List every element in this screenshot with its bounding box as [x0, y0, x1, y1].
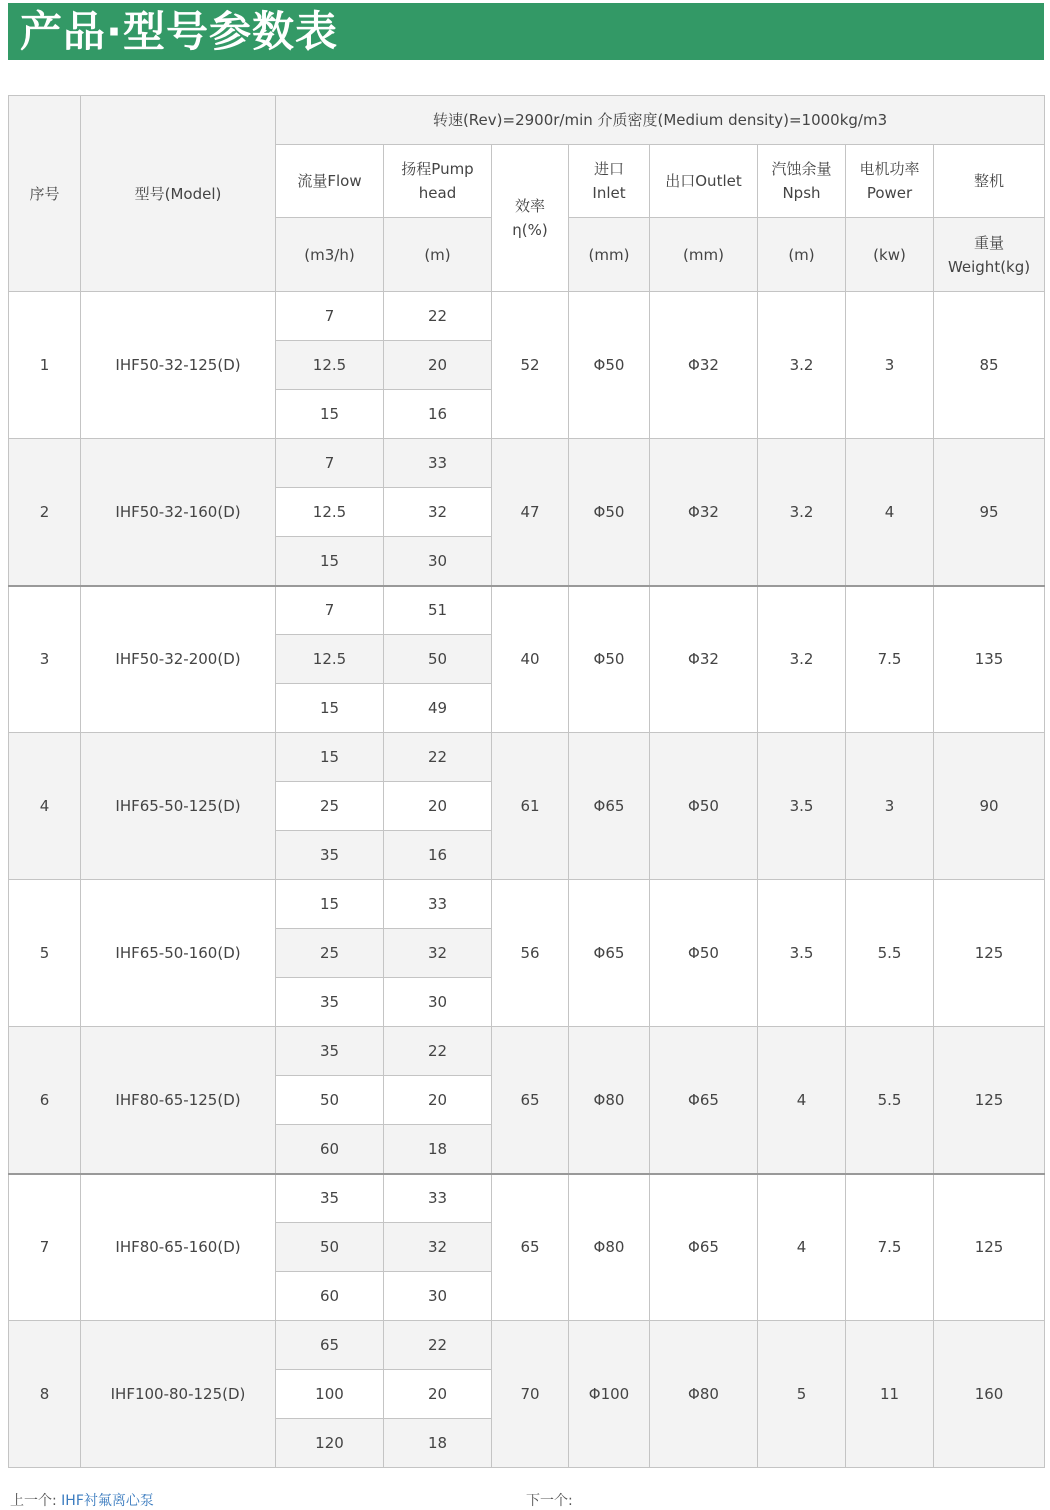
spec-table [8, 95, 1045, 1468]
cell-head: 33 [384, 439, 492, 488]
cell-flow: 65 [276, 1321, 384, 1370]
cell-seq: 5 [9, 880, 81, 1027]
cell-seq: 7 [9, 1174, 81, 1321]
cell-flow: 15 [276, 537, 384, 586]
cell-head: 50 [384, 635, 492, 684]
cell-head: 30 [384, 978, 492, 1027]
cell-model: IHF50-32-160(D) [81, 439, 276, 586]
cell-flow: 100 [276, 1370, 384, 1419]
cell-head: 51 [384, 586, 492, 635]
header-flow: 流量Flow [276, 145, 384, 218]
cell-flow: 15 [276, 390, 384, 439]
cell-power: 11 [846, 1321, 934, 1468]
cell-weight: 125 [934, 1027, 1045, 1174]
unit-weight: 重量 Weight(kg) [934, 218, 1045, 292]
cell-inlet: Φ50 [569, 586, 650, 733]
cell-seq: 6 [9, 1027, 81, 1174]
cell-flow: 60 [276, 1125, 384, 1174]
cell-flow: 35 [276, 831, 384, 880]
cell-outlet: Φ50 [650, 880, 758, 1027]
cell-model: IHF65-50-160(D) [81, 880, 276, 1027]
cell-seq: 3 [9, 586, 81, 733]
cell-head: 16 [384, 831, 492, 880]
cell-head: 20 [384, 1076, 492, 1125]
cell-flow: 35 [276, 1027, 384, 1076]
cell-power: 7.5 [846, 586, 934, 733]
cell-flow: 7 [276, 439, 384, 488]
table-row [9, 1174, 1045, 1223]
cell-power: 4 [846, 439, 934, 586]
cell-weight: 125 [934, 1174, 1045, 1321]
cell-efficiency: 47 [492, 439, 569, 586]
cell-weight: 85 [934, 292, 1045, 439]
cell-inlet: Φ65 [569, 733, 650, 880]
cell-flow: 7 [276, 292, 384, 341]
cell-outlet: Φ32 [650, 439, 758, 586]
header-head: 扬程Pump head [384, 145, 492, 218]
cell-efficiency: 40 [492, 586, 569, 733]
cell-seq: 8 [9, 1321, 81, 1468]
cell-head: 20 [384, 1370, 492, 1419]
cell-power: 7.5 [846, 1174, 934, 1321]
cell-flow: 35 [276, 978, 384, 1027]
cell-npsh: 3.2 [758, 586, 846, 733]
cell-head: 18 [384, 1125, 492, 1174]
cell-npsh: 5 [758, 1321, 846, 1468]
cell-efficiency: 65 [492, 1174, 569, 1321]
header-condition: 转速(Rev)=2900r/min 介质密度(Medium density)=1000kg/m3 [276, 96, 1045, 145]
cell-inlet: Φ100 [569, 1321, 650, 1468]
cell-weight: 95 [934, 439, 1045, 586]
cell-flow: 25 [276, 929, 384, 978]
cell-outlet: Φ65 [650, 1174, 758, 1321]
cell-flow: 12.5 [276, 341, 384, 390]
header-model: 型号(Model) [81, 96, 276, 292]
next-nav[interactable] [526, 1490, 573, 1510]
cell-flow: 12.5 [276, 488, 384, 537]
cell-model: IHF80-65-160(D) [81, 1174, 276, 1321]
page-title: 产品·型号参数表 [20, 7, 338, 56]
table-row [9, 1027, 1045, 1076]
cell-efficiency: 61 [492, 733, 569, 880]
cell-flow: 60 [276, 1272, 384, 1321]
cell-flow: 50 [276, 1223, 384, 1272]
cell-efficiency: 70 [492, 1321, 569, 1468]
cell-model: IHF50-32-200(D) [81, 586, 276, 733]
header-weight-top: 整机 [934, 145, 1045, 218]
cell-inlet: Φ50 [569, 292, 650, 439]
cell-npsh: 3.2 [758, 439, 846, 586]
table-row [9, 880, 1045, 929]
unit-power: (kw) [846, 218, 934, 292]
cell-inlet: Φ80 [569, 1174, 650, 1321]
cell-flow: 15 [276, 684, 384, 733]
title-banner [8, 3, 1044, 60]
header-power: 电机功率 Power [846, 145, 934, 218]
cell-head: 33 [384, 880, 492, 929]
cell-head: 16 [384, 390, 492, 439]
table-row [9, 292, 1045, 341]
cell-model: IHF65-50-125(D) [81, 733, 276, 880]
cell-flow: 25 [276, 782, 384, 831]
cell-flow: 120 [276, 1419, 384, 1468]
prev-nav[interactable] [10, 1490, 154, 1510]
header-outlet: 出口Outlet [650, 145, 758, 218]
table-row [9, 439, 1045, 488]
cell-weight: 135 [934, 586, 1045, 733]
cell-head: 32 [384, 1223, 492, 1272]
prev-label: 上一个: [10, 1493, 57, 1509]
header-seq: 序号 [9, 96, 81, 292]
cell-seq: 1 [9, 292, 81, 439]
cell-head: 32 [384, 929, 492, 978]
cell-inlet: Φ80 [569, 1027, 650, 1174]
cell-outlet: Φ32 [650, 586, 758, 733]
cell-model: IHF50-32-125(D) [81, 292, 276, 439]
cell-efficiency: 52 [492, 292, 569, 439]
cell-weight: 125 [934, 880, 1045, 1027]
header-inlet: 进口 Inlet [569, 145, 650, 218]
cell-flow: 15 [276, 733, 384, 782]
cell-inlet: Φ65 [569, 880, 650, 1027]
cell-weight: 90 [934, 733, 1045, 880]
cell-head: 22 [384, 733, 492, 782]
cell-npsh: 4 [758, 1174, 846, 1321]
cell-model: IHF100-80-125(D) [81, 1321, 276, 1468]
cell-head: 18 [384, 1419, 492, 1468]
cell-head: 30 [384, 537, 492, 586]
cell-flow: 7 [276, 586, 384, 635]
cell-power: 5.5 [846, 880, 934, 1027]
cell-npsh: 3.5 [758, 880, 846, 1027]
table-row [9, 733, 1045, 782]
cell-flow: 35 [276, 1174, 384, 1223]
cell-seq: 4 [9, 733, 81, 880]
next-label: 下一个: [526, 1493, 573, 1509]
cell-head: 22 [384, 1321, 492, 1370]
cell-model: IHF80-65-125(D) [81, 1027, 276, 1174]
unit-flow: (m3/h) [276, 218, 384, 292]
cell-npsh: 3.5 [758, 733, 846, 880]
cell-outlet: Φ65 [650, 1027, 758, 1174]
cell-head: 20 [384, 341, 492, 390]
cell-power: 5.5 [846, 1027, 934, 1174]
cell-efficiency: 65 [492, 1027, 569, 1174]
cell-npsh: 4 [758, 1027, 846, 1174]
cell-outlet: Φ32 [650, 292, 758, 439]
cell-head: 49 [384, 684, 492, 733]
unit-head: (m) [384, 218, 492, 292]
cell-flow: 15 [276, 880, 384, 929]
unit-npsh: (m) [758, 218, 846, 292]
cell-head: 33 [384, 1174, 492, 1223]
cell-outlet: Φ50 [650, 733, 758, 880]
cell-inlet: Φ50 [569, 439, 650, 586]
cell-head: 22 [384, 292, 492, 341]
unit-inlet: (mm) [569, 218, 650, 292]
cell-power: 3 [846, 733, 934, 880]
unit-outlet: (mm) [650, 218, 758, 292]
header-efficiency: 效率 η(%) [492, 145, 569, 292]
cell-efficiency: 56 [492, 880, 569, 1027]
cell-flow: 50 [276, 1076, 384, 1125]
cell-outlet: Φ80 [650, 1321, 758, 1468]
cell-flow: 12.5 [276, 635, 384, 684]
cell-head: 20 [384, 782, 492, 831]
header-npsh: 汽蚀余量 Npsh [758, 145, 846, 218]
cell-head: 30 [384, 1272, 492, 1321]
table-row [9, 586, 1045, 635]
cell-head: 22 [384, 1027, 492, 1076]
cell-head: 32 [384, 488, 492, 537]
cell-npsh: 3.2 [758, 292, 846, 439]
cell-power: 3 [846, 292, 934, 439]
cell-weight: 160 [934, 1321, 1045, 1468]
cell-seq: 2 [9, 439, 81, 586]
prev-link[interactable]: IHF衬氟离心泵 [61, 1493, 154, 1509]
table-row [9, 1321, 1045, 1370]
